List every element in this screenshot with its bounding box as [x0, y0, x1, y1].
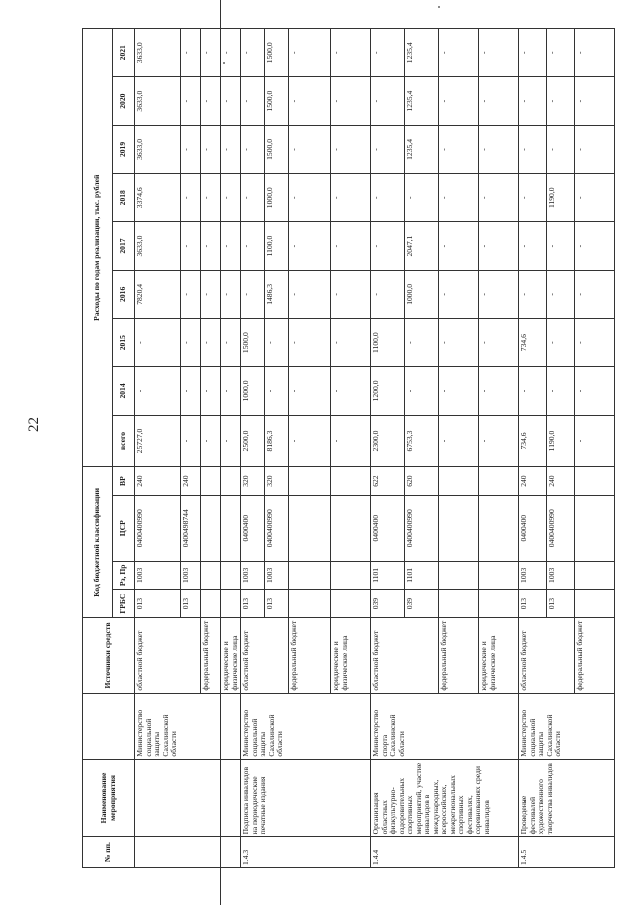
- cell-year-value: -: [135, 367, 181, 415]
- header-budget-code: Код бюджетной классификации: [83, 467, 113, 618]
- cell-year-value: -: [289, 270, 331, 318]
- cell-vr: [575, 467, 615, 495]
- cell-year-value: -: [405, 318, 439, 366]
- cell-total: -: [221, 415, 241, 467]
- header-vr: ВР: [113, 467, 135, 495]
- cell-total: 8186,3: [265, 415, 289, 467]
- cell-year-value: -: [241, 174, 265, 222]
- cell-year-value: -: [371, 174, 405, 222]
- cell-year-value: -: [241, 29, 265, 78]
- cell-year-value: -: [575, 29, 615, 78]
- cell-source: федеральный бюджет: [575, 618, 615, 693]
- cell-year-value: -: [479, 367, 519, 415]
- cell-year-value: -: [547, 270, 575, 318]
- cell-source: федеральный бюджет: [289, 618, 331, 693]
- cell-year-value: -: [331, 29, 371, 78]
- cell-grbs: 013: [181, 589, 201, 617]
- cell-year-value: -: [181, 29, 201, 78]
- cell-year-value: -: [479, 125, 519, 173]
- cell-grbs: [479, 589, 519, 617]
- header-year: 2017: [113, 222, 135, 270]
- cell-year-value: 3633,0: [135, 222, 181, 270]
- cell-total: 734,6: [519, 415, 547, 467]
- cell-vr: 240: [547, 467, 575, 495]
- cell-year-value: -: [439, 367, 479, 415]
- cell-year-value: -: [479, 174, 519, 222]
- header-year: 2019: [113, 125, 135, 173]
- cell-year-value: -: [331, 77, 371, 125]
- header-expenses: Расходы по годам реализации, тыс. рублей: [83, 29, 113, 467]
- cell-grbs: [439, 589, 479, 617]
- cell-year-value: 1500,0: [265, 77, 289, 125]
- cell-total: -: [479, 415, 519, 467]
- cell-year-value: -: [371, 125, 405, 173]
- cell-year-value: -: [181, 77, 201, 125]
- cell-vr: 620: [405, 467, 439, 495]
- cell-source: юридические и физические лица: [221, 618, 241, 693]
- cell-vr: 320: [265, 467, 289, 495]
- cell-grbs: 013: [241, 589, 265, 617]
- cell-grbs: [331, 589, 371, 617]
- header-year: 2020: [113, 77, 135, 125]
- cell-year-value: -: [575, 270, 615, 318]
- cell-year-value: -: [201, 174, 221, 222]
- cell-year-value: -: [439, 125, 479, 173]
- cell-vr: [439, 467, 479, 495]
- cell-year-value: -: [181, 222, 201, 270]
- rotated-table-wrapper: [82, 28, 614, 868]
- cell-executor: Министерство социальной защиты Сахалинской области: [519, 693, 615, 759]
- cell-csr: [221, 495, 241, 561]
- cell-year-value: -: [439, 270, 479, 318]
- cell-csr: [575, 495, 615, 561]
- cell-name: Организация областных физкультурно-оздоровительных спортивных мероприятий, участие инвалидов в международных, всероссийских, межрегиональных спортивных фестивалях, соревнованиях среди инвалидов: [371, 759, 519, 837]
- budget-table: [82, 28, 615, 868]
- cell-year-value: 2047,1: [405, 222, 439, 270]
- cell-year-value: -: [547, 125, 575, 173]
- cell-year-value: -: [439, 29, 479, 78]
- cell-year-value: -: [201, 270, 221, 318]
- cell-year-value: -: [405, 174, 439, 222]
- cell-year-value: 1100,0: [265, 222, 289, 270]
- cell-year-value: -: [479, 318, 519, 366]
- cell-year-value: -: [289, 77, 331, 125]
- cell-year-value: -: [241, 270, 265, 318]
- cell-vr: [331, 467, 371, 495]
- table-body: [135, 29, 615, 868]
- cell-rzpr: 1101: [371, 561, 405, 589]
- cell-year-value: -: [201, 29, 221, 78]
- cell-year-value: -: [547, 77, 575, 125]
- cell-csr: [479, 495, 519, 561]
- cell-year-value: -: [221, 318, 241, 366]
- cell-year-value: -: [331, 270, 371, 318]
- cell-year-value: -: [547, 367, 575, 415]
- cell-source: федеральный бюджет: [201, 618, 221, 693]
- cell-executor: Министерство социальной защиты Сахалинской области: [135, 693, 241, 759]
- cell-year-value: -: [289, 174, 331, 222]
- cell-vr: [289, 467, 331, 495]
- cell-year-value: -: [181, 318, 201, 366]
- cell-year-value: -: [181, 367, 201, 415]
- cell-total: -: [575, 415, 615, 467]
- cell-source: областной бюджет: [371, 618, 439, 693]
- cell-year-value: -: [547, 222, 575, 270]
- cell-year-value: -: [241, 77, 265, 125]
- cell-year-value: -: [479, 29, 519, 78]
- cell-grbs: [201, 589, 221, 617]
- cell-csr: [201, 495, 221, 561]
- header-year: 2015: [113, 318, 135, 366]
- cell-year-value: 1190,0: [547, 174, 575, 222]
- cell-year-value: -: [575, 125, 615, 173]
- cell-year-value: -: [439, 318, 479, 366]
- cell-year-value: -: [405, 367, 439, 415]
- cell-year-value: -: [221, 367, 241, 415]
- cell-year-value: -: [201, 77, 221, 125]
- cell-year-value: 7820,4: [135, 270, 181, 318]
- cell-num: 1.4.5: [519, 837, 615, 868]
- cell-year-value: 1235,4: [405, 29, 439, 78]
- cell-csr: 0400400990: [135, 495, 181, 561]
- cell-year-value: 3633,0: [135, 77, 181, 125]
- cell-source: федеральный бюджет: [439, 618, 479, 693]
- cell-year-value: 3633,0: [135, 29, 181, 78]
- cell-rzpr: 1003: [519, 561, 547, 589]
- cell-rzpr: [331, 561, 371, 589]
- cell-rzpr: [201, 561, 221, 589]
- cell-num: [135, 837, 241, 868]
- cell-year-value: -: [547, 29, 575, 78]
- table-row: [135, 29, 181, 868]
- cell-year-value: -: [519, 222, 547, 270]
- cell-rzpr: 1003: [135, 561, 181, 589]
- cell-year-value: 1000,0: [265, 174, 289, 222]
- cell-csr: 0400400: [371, 495, 405, 561]
- cell-csr: 0400400: [519, 495, 547, 561]
- header-year: 2018: [113, 174, 135, 222]
- cell-total: 2300,0: [371, 415, 405, 467]
- cell-year-value: -: [201, 318, 221, 366]
- cell-total: -: [201, 415, 221, 467]
- cell-num: 1.4.4: [371, 837, 519, 868]
- header-csr: ЦСР: [113, 495, 135, 561]
- cell-csr: 0400400990: [547, 495, 575, 561]
- cell-rzpr: [479, 561, 519, 589]
- cell-rzpr: [575, 561, 615, 589]
- cell-year-value: -: [289, 222, 331, 270]
- header-executor: [83, 693, 135, 759]
- cell-year-value: -: [439, 174, 479, 222]
- header-rzpr: Рз, Пр: [113, 561, 135, 589]
- cell-year-value: -: [575, 77, 615, 125]
- cell-executor: Министерство социальной защиты Сахалинской области: [241, 693, 371, 759]
- cell-total: 6753,3: [405, 415, 439, 467]
- cell-grbs: [289, 589, 331, 617]
- cell-year-value: -: [547, 318, 575, 366]
- cell-year-value: -: [331, 367, 371, 415]
- cell-rzpr: [289, 561, 331, 589]
- cell-year-value: -: [519, 77, 547, 125]
- cell-total: -: [289, 415, 331, 467]
- cell-rzpr: 1101: [405, 561, 439, 589]
- cell-year-value: -: [289, 318, 331, 366]
- cell-source: областной бюджет: [135, 618, 201, 693]
- cell-year-value: -: [201, 125, 221, 173]
- cell-year-value: -: [519, 29, 547, 78]
- cell-year-value: 1500,0: [265, 29, 289, 78]
- cell-grbs: [575, 589, 615, 617]
- header-name: Наименование мероприятия: [83, 759, 135, 837]
- cell-year-value: -: [519, 174, 547, 222]
- cell-year-value: -: [331, 125, 371, 173]
- cell-year-value: 3633,0: [135, 125, 181, 173]
- cell-year-value: -: [241, 222, 265, 270]
- cell-total: -: [331, 415, 371, 467]
- cell-year-value: -: [439, 77, 479, 125]
- cell-vr: 622: [371, 467, 405, 495]
- cell-year-value: -: [289, 29, 331, 78]
- cell-year-value: -: [519, 125, 547, 173]
- header-year: 2014: [113, 367, 135, 415]
- cell-year-value: -: [479, 77, 519, 125]
- cell-year-value: -: [575, 367, 615, 415]
- cell-year-value: -: [201, 367, 221, 415]
- header-year: 2016: [113, 270, 135, 318]
- cell-year-value: -: [135, 318, 181, 366]
- cell-year-value: -: [371, 270, 405, 318]
- cell-csr: 0400498744: [181, 495, 201, 561]
- cell-year-value: -: [221, 222, 241, 270]
- cell-grbs: 039: [405, 589, 439, 617]
- cell-year-value: -: [519, 367, 547, 415]
- cell-num: 1.4.3: [241, 837, 371, 868]
- cell-year-value: -: [575, 174, 615, 222]
- cell-year-value: -: [371, 77, 405, 125]
- cell-vr: [221, 467, 241, 495]
- cell-vr: [201, 467, 221, 495]
- cell-name: Проведение фестивалей художественного творчества инвалидов: [519, 759, 615, 837]
- cell-grbs: 039: [371, 589, 405, 617]
- cell-year-value: -: [575, 222, 615, 270]
- cell-year-value: -: [479, 270, 519, 318]
- cell-total: 1190,0: [547, 415, 575, 467]
- header-year: 2021: [113, 29, 135, 78]
- table-row: [519, 29, 547, 868]
- cell-year-value: -: [221, 29, 241, 78]
- cell-total: 25727,0: [135, 415, 181, 467]
- cell-grbs: 013: [265, 589, 289, 617]
- cell-rzpr: 1003: [241, 561, 265, 589]
- cell-year-value: -: [519, 270, 547, 318]
- cell-year-value: -: [181, 270, 201, 318]
- cell-year-value: -: [221, 125, 241, 173]
- cell-year-value: -: [371, 222, 405, 270]
- cell-vr: 240: [519, 467, 547, 495]
- header-num: № пп.: [83, 837, 135, 868]
- cell-grbs: 013: [135, 589, 181, 617]
- cell-total: -: [181, 415, 201, 467]
- cell-year-value: -: [221, 77, 241, 125]
- cell-grbs: 013: [519, 589, 547, 617]
- cell-vr: 240: [181, 467, 201, 495]
- cell-year-value: -: [221, 174, 241, 222]
- cell-year-value: -: [575, 318, 615, 366]
- cell-executor: Министерство спорта Сахалинской области: [371, 693, 519, 759]
- cell-year-value: 1500,0: [265, 125, 289, 173]
- cell-year-value: 1500,0: [241, 318, 265, 366]
- cell-csr: 0400400990: [405, 495, 439, 561]
- header-source: Источники средств: [83, 618, 135, 693]
- cell-year-value: -: [479, 222, 519, 270]
- table-row: [241, 29, 265, 868]
- cell-year-value: -: [265, 367, 289, 415]
- cell-total: 2500,0: [241, 415, 265, 467]
- cell-rzpr: 1003: [181, 561, 201, 589]
- cell-source: юридические и физические лица: [331, 618, 371, 693]
- cell-grbs: 013: [547, 589, 575, 617]
- cell-csr: [331, 495, 371, 561]
- cell-year-value: 1235,4: [405, 77, 439, 125]
- cell-csr: [289, 495, 331, 561]
- cell-year-value: -: [331, 222, 371, 270]
- cell-total: -: [439, 415, 479, 467]
- cell-year-value: -: [181, 125, 201, 173]
- cell-year-value: -: [439, 222, 479, 270]
- cell-year-value: 1000,0: [241, 367, 265, 415]
- cell-name: Подписка инвалидов на периодические печатные издания: [241, 759, 371, 837]
- cell-year-value: -: [201, 222, 221, 270]
- cell-rzpr: [439, 561, 479, 589]
- table-row: [371, 29, 405, 868]
- cell-year-value: -: [331, 318, 371, 366]
- cell-year-value: -: [289, 125, 331, 173]
- cell-year-value: 1000,0: [405, 270, 439, 318]
- cell-vr: 320: [241, 467, 265, 495]
- cell-rzpr: [221, 561, 241, 589]
- cell-year-value: 1235,4: [405, 125, 439, 173]
- cell-csr: 0400400: [241, 495, 265, 561]
- cell-grbs: [221, 589, 241, 617]
- cell-year-value: -: [221, 270, 241, 318]
- cell-source: юридические и физические лица: [479, 618, 519, 693]
- header-grbs: ГРБС: [113, 589, 135, 617]
- cell-year-value: 1200,0: [371, 367, 405, 415]
- cell-vr: 240: [135, 467, 181, 495]
- cell-year-value: 1486,3: [265, 270, 289, 318]
- cell-source: областной бюджет: [241, 618, 289, 693]
- cell-csr: 0400400990: [265, 495, 289, 561]
- cell-rzpr: 1003: [265, 561, 289, 589]
- cell-source: областной бюджет: [519, 618, 575, 693]
- cell-csr: [439, 495, 479, 561]
- page-number: 22: [26, 417, 42, 432]
- cell-year-value: -: [289, 367, 331, 415]
- cell-rzpr: 1003: [547, 561, 575, 589]
- cell-year-value: -: [265, 318, 289, 366]
- cell-year-value: -: [371, 29, 405, 78]
- cell-year-value: -: [241, 125, 265, 173]
- cell-year-value: -: [181, 174, 201, 222]
- cell-vr: [479, 467, 519, 495]
- cell-year-value: -: [331, 174, 371, 222]
- cell-year-value: 734,6: [519, 318, 547, 366]
- cell-name: [135, 759, 241, 837]
- scan-speck: [438, 6, 440, 8]
- cell-year-value: 1100,0: [371, 318, 405, 366]
- header-total: всего: [113, 415, 135, 467]
- cell-year-value: 3374,6: [135, 174, 181, 222]
